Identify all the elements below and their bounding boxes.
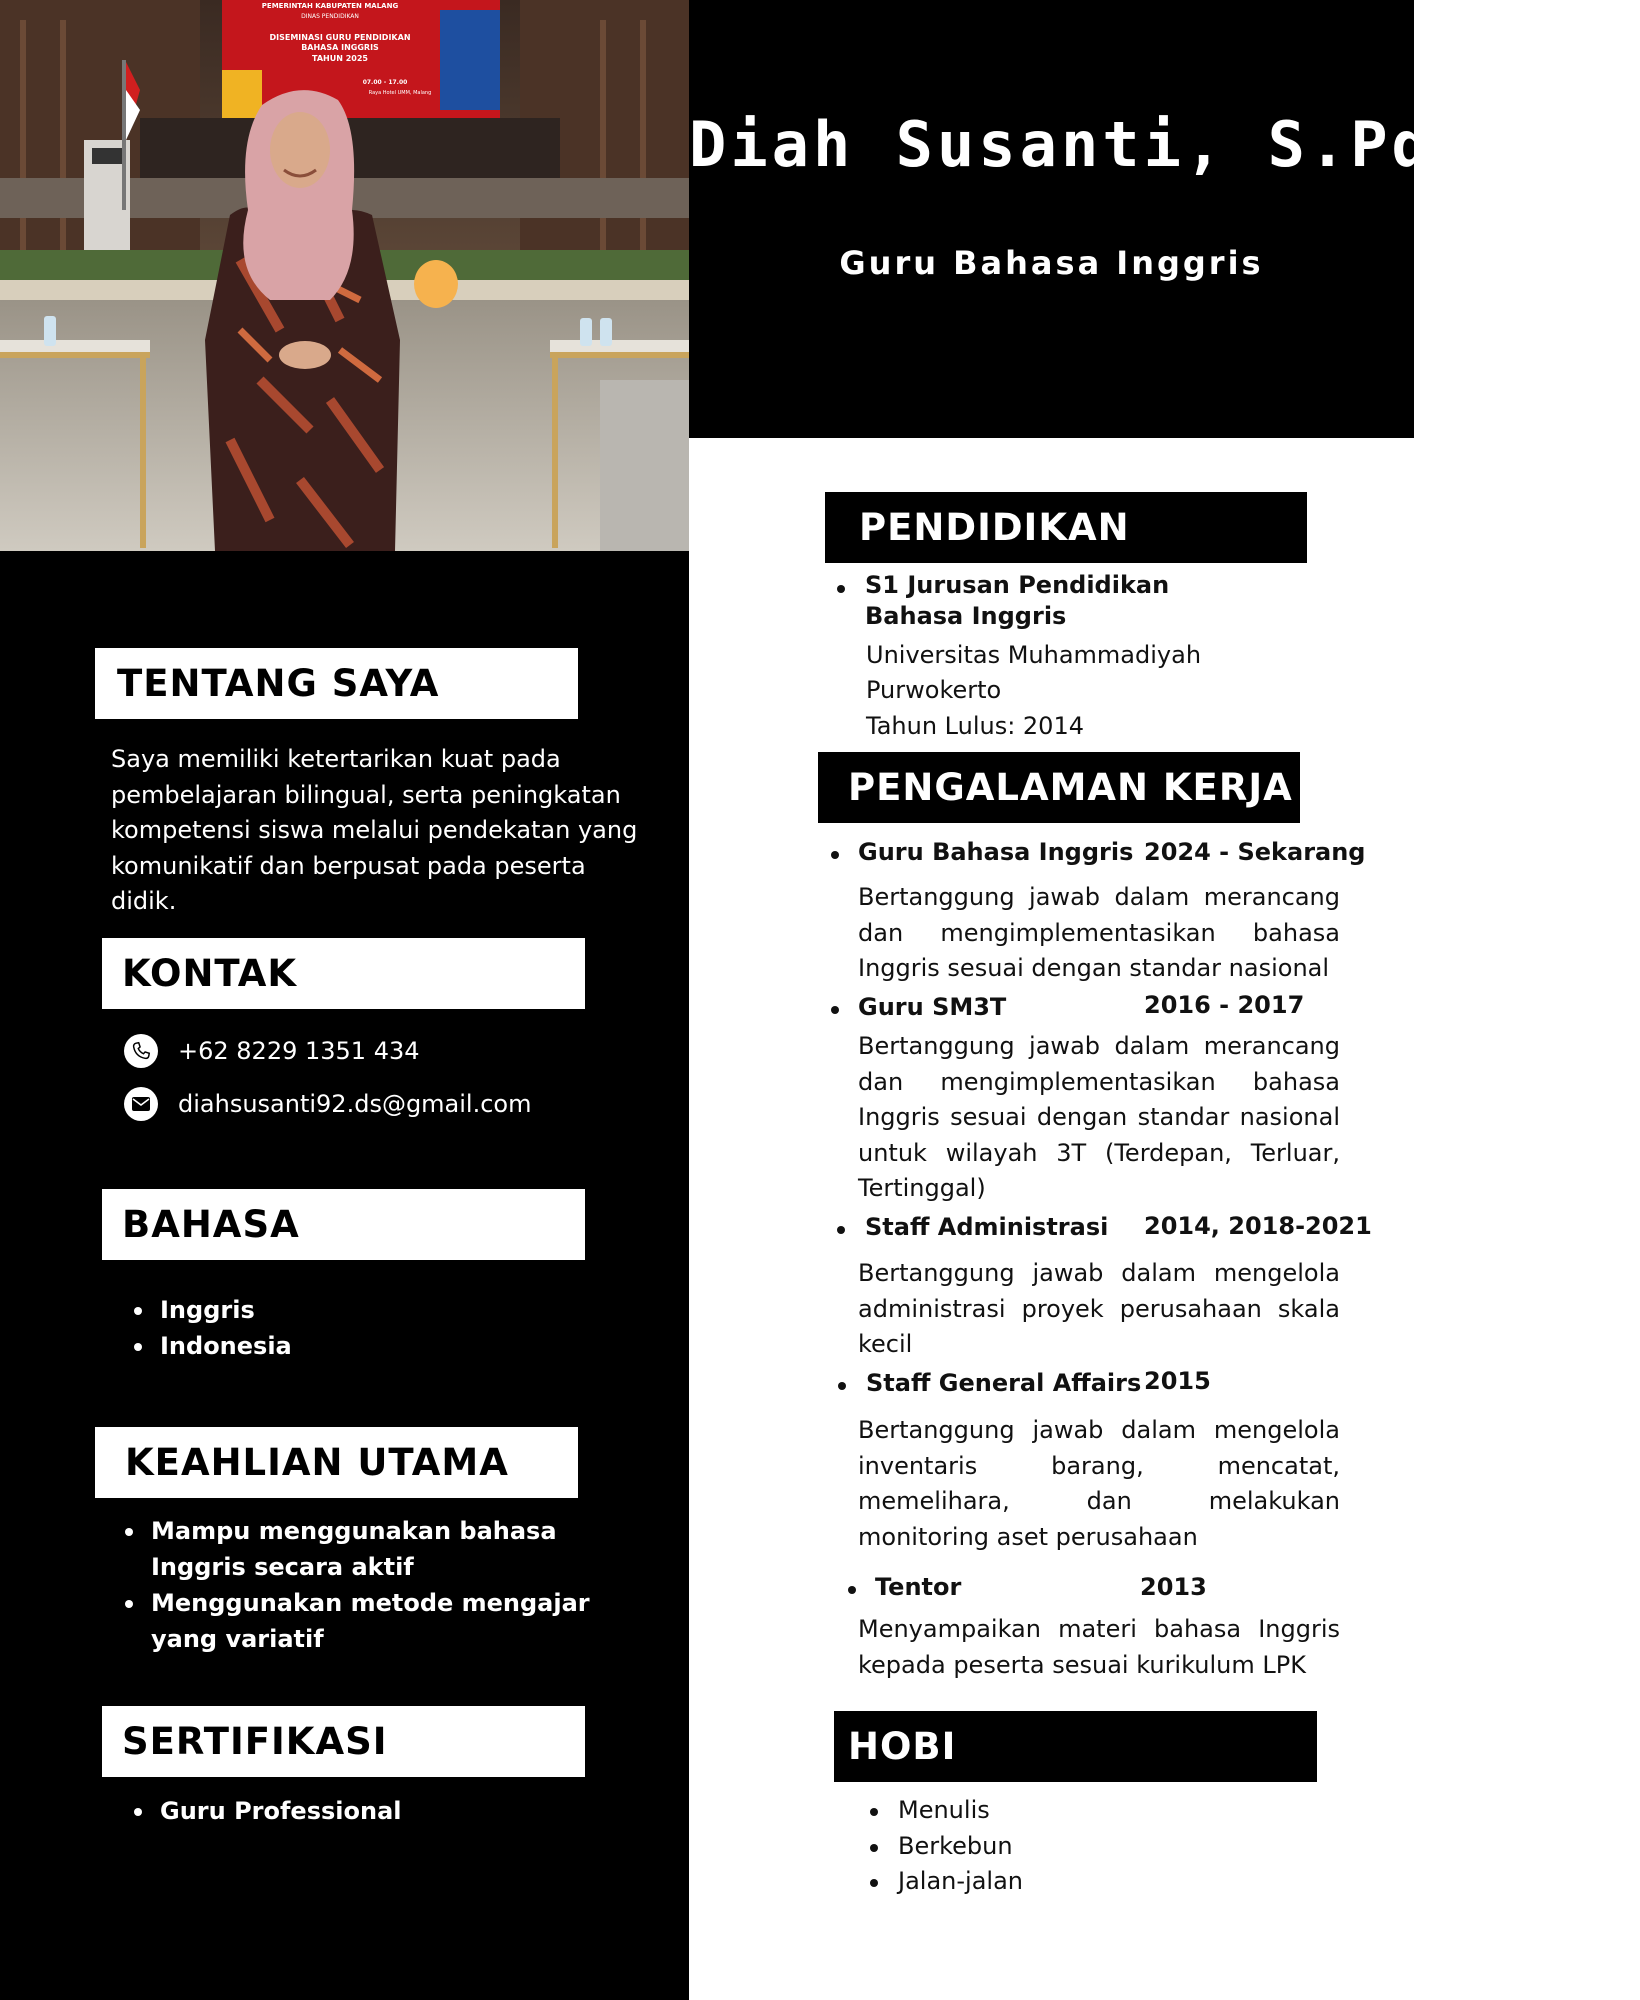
hobby-item: Menulis — [868, 1793, 1023, 1829]
contact-phone-row — [124, 1034, 420, 1068]
education-university-line2: Purwokerto — [866, 676, 1002, 704]
phone-icon — [124, 1034, 158, 1068]
screen-title-line2: DINAS PENDIDIKAN — [301, 13, 359, 20]
experience-section-title: PENGALAMAN KERJA — [818, 752, 1300, 823]
certification-item: Guru Professional — [132, 1793, 402, 1829]
phone-number[interactable]: +62 8229 1351 434 — [178, 1037, 420, 1065]
screen-place: Raya Hotel UMM, Malang — [368, 90, 432, 96]
person-name: Diah Susanti, S.Pd., Gr — [689, 108, 1640, 181]
job-bullet — [831, 851, 839, 859]
email-address[interactable]: diahsusanti92.ds@gmail.com — [178, 1090, 532, 1118]
about-text: Saya memiliki ketertarikan kuat pada pembelajaran bilingual, serta peningkatan kompetensi siswa melalui pendekatan yang komunikatif dan berpusat pada peserta didik. — [111, 745, 638, 915]
education-university-line1: Universitas Muhammadiyah — [866, 641, 1202, 669]
screen-event-line2: BAHASA INGGRIS — [301, 43, 379, 52]
education-degree: S1 Jurusan Pendidikan Bahasa Inggris — [865, 571, 1170, 630]
job-role: Guru Bahasa Inggris — [839, 244, 1264, 282]
hobby-section-title: HOBI — [834, 1711, 1317, 1782]
screen-event-line1: DISEMINASI GURU PENDIDIKAN — [269, 33, 411, 42]
job-title: Guru Bahasa Inggris — [858, 838, 1134, 866]
job-bullet — [831, 1006, 839, 1014]
language-item: Indonesia — [132, 1328, 292, 1364]
job-title: Guru SM3T — [858, 993, 1007, 1021]
education-bullet — [837, 585, 845, 593]
screen-title-line1: PEMERINTAH KABUPATEN MALANG — [261, 2, 399, 10]
about-section-title: TENTANG SAYA — [95, 648, 578, 719]
education-graduation: Tahun Lulus: 2014 — [866, 712, 1084, 740]
header-background — [689, 0, 1640, 438]
job-title: Staff General Affairs — [866, 1369, 1142, 1397]
certification-list — [132, 1793, 402, 1829]
job-description: Bertanggung jawab dalam mengelola administrasi proyek perusahaan skala kecil — [858, 1259, 1340, 1358]
screen-time: 07.00 - 17.00 — [362, 79, 408, 86]
job-description: Bertanggung jawab dalam merancang dan mengimplementasikan bahasa Inggris sesuai dengan standar nasional untuk wilayah 3T (Terdepan, Terluar, Tertinggal) — [858, 1032, 1340, 1202]
skill-item: Mampu menggunakan bahasa Inggris secara aktif — [123, 1513, 593, 1585]
contact-email-row — [124, 1087, 531, 1121]
skill-item: Menggunakan metode mengajar yang variatif — [123, 1585, 593, 1657]
hobby-item: Jalan-jalan — [868, 1864, 1023, 1900]
job-description: Bertanggung jawab dalam merancang dan mengimplementasikan bahasa Inggris sesuai dengan standar nasional — [858, 883, 1340, 982]
education-section-title: PENDIDIKAN — [825, 492, 1307, 563]
hobby-item: Berkebun — [868, 1829, 1023, 1865]
email-icon — [124, 1087, 158, 1121]
job-period: 2013 — [1140, 1573, 1207, 1601]
language-item: Inggris — [132, 1292, 292, 1328]
language-section-title: BAHASA — [102, 1189, 585, 1260]
job-title: Staff Administrasi — [865, 1213, 1109, 1241]
job-period: 2024 - Sekarang — [1144, 838, 1366, 866]
job-title: Tentor — [875, 1573, 962, 1601]
screen-event-line3: TAHUN 2025 — [312, 54, 368, 63]
job-period: 2015 — [1144, 1367, 1211, 1395]
skills-section-title: KEAHLIAN UTAMA — [95, 1427, 578, 1498]
hobby-list — [868, 1793, 1023, 1900]
job-period: 2014, 2018-2021 — [1144, 1212, 1372, 1240]
skills-list — [123, 1513, 593, 1657]
job-period: 2016 - 2017 — [1144, 991, 1305, 1019]
job-description: Menyampaikan materi bahasa Inggris kepada peserta sesuai kurikulum LPK — [858, 1615, 1340, 1679]
certification-section-title: SERTIFIKASI — [102, 1706, 585, 1777]
contact-section-title: KONTAK — [102, 938, 585, 1009]
profile-photo — [0, 0, 689, 551]
job-bullet — [838, 1382, 846, 1390]
job-bullet — [848, 1586, 856, 1594]
language-list — [132, 1292, 292, 1364]
job-bullet — [837, 1226, 845, 1234]
job-description: Bertanggung jawab dalam mengelola inventaris barang, mencatat, memelihara, dan melakukan monitoring aset perusahaan — [858, 1416, 1340, 1551]
